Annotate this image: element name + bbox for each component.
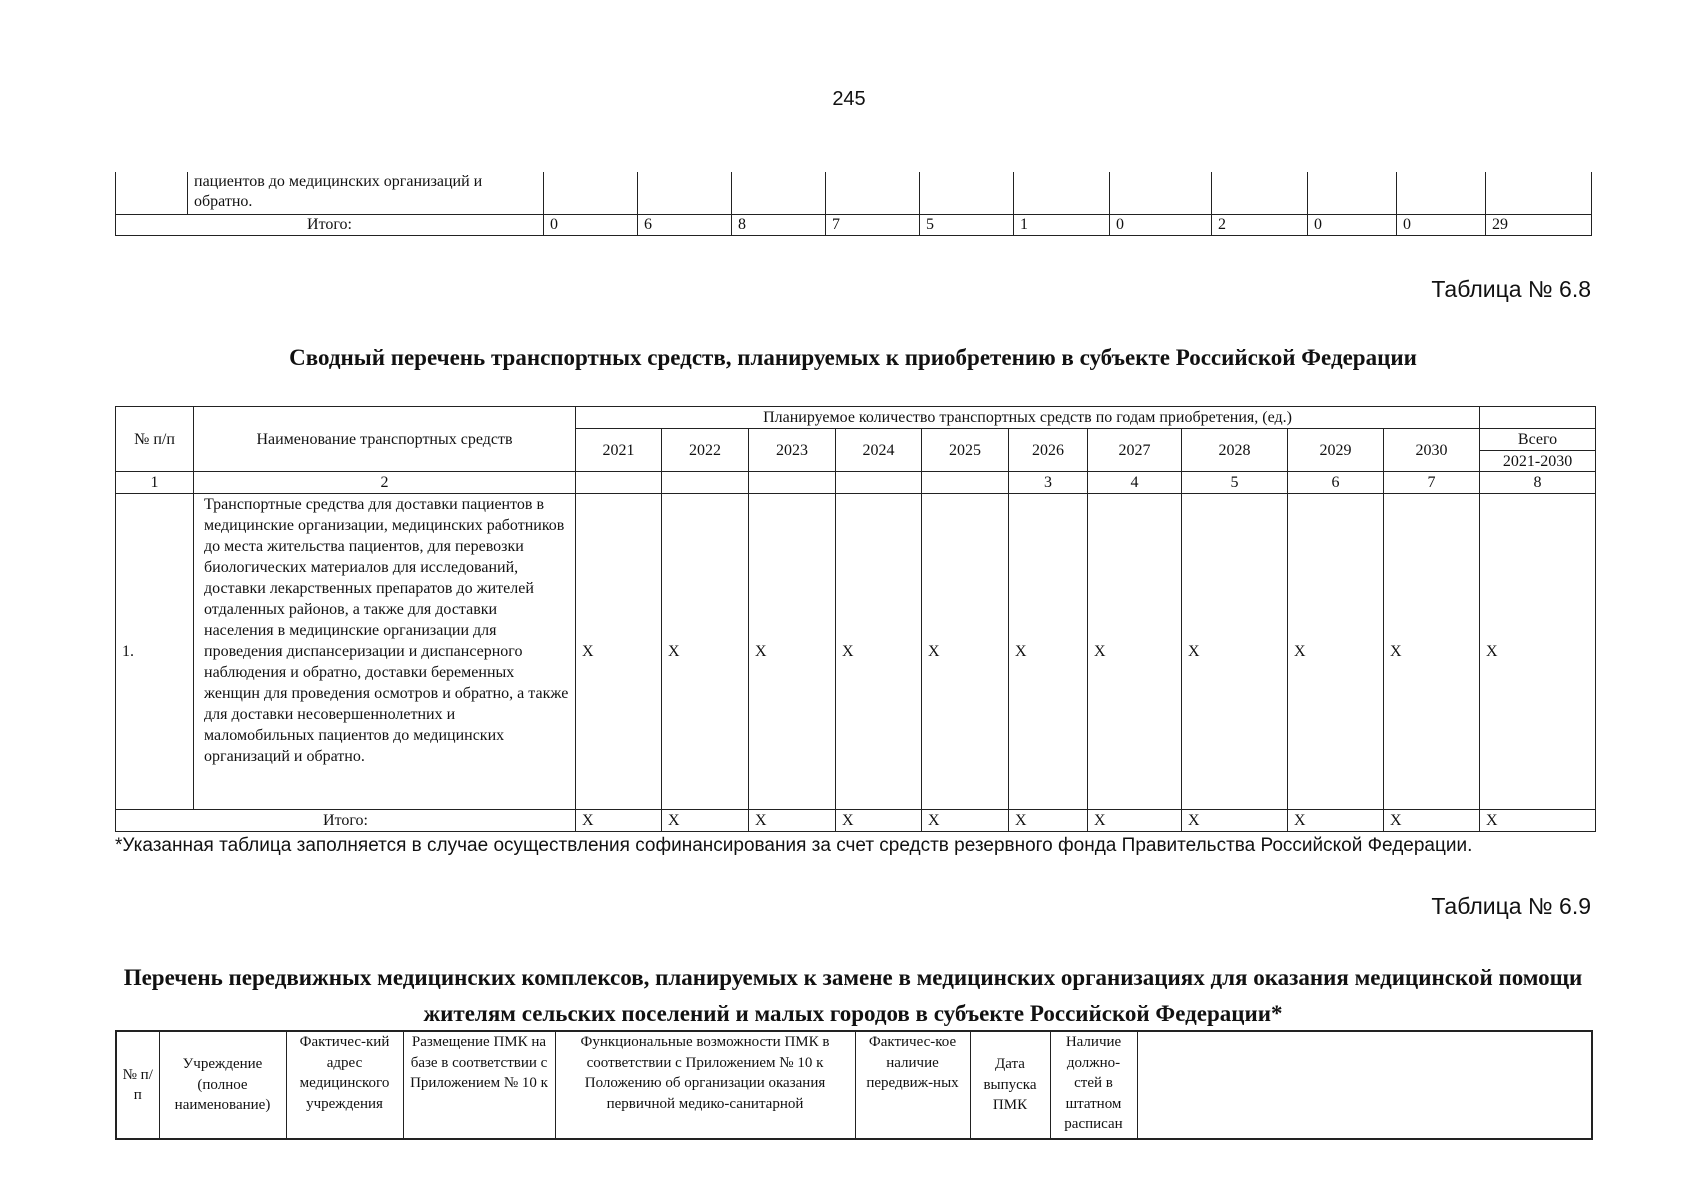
header-year: 2025 <box>922 429 1009 472</box>
row-cell: X <box>576 494 662 810</box>
table-row-total <box>116 215 1592 236</box>
total-cell: 8 <box>732 215 826 236</box>
header-year: 2029 <box>1288 429 1384 472</box>
total-cell: X <box>836 810 922 832</box>
row-name: Транспортные средства для доставки пациентов в медицинские организации, медицинских работников до места жительства пациентов, для перевозки биологических материалов для исследований, доставки лекарственных препаратов до жителей отдаленных районов, а также для доставки населения в медицинские организации для проведения диспансеризации и диспансерного наблюдения и обратно, доставки беременных женщин для проведения осмотров и обратно, а также для доставки несовершеннолетних и маломобильных пациентов до медицинских организаций и обратно. <box>194 494 576 810</box>
header-planned: Планируемое количество транспортных средств по годам приобретения, (ед.) <box>576 407 1480 429</box>
row-cell: X <box>1480 494 1596 810</box>
header-year: 2030 <box>1384 429 1480 472</box>
column-number: 5 <box>1182 472 1288 494</box>
total-cell: X <box>1182 810 1288 832</box>
table-header-row <box>116 407 1596 429</box>
total-cell: 1 <box>1014 215 1110 236</box>
header-institution: Учреждение (полное наименование) <box>159 1031 286 1139</box>
table-6-9 <box>115 1030 1593 1140</box>
column-number: 1 <box>116 472 194 494</box>
row-cell: X <box>1384 494 1480 810</box>
total-cell: X <box>662 810 749 832</box>
total-cell: 6 <box>638 215 732 236</box>
header-year: 2022 <box>662 429 749 472</box>
column-number: 4 <box>1088 472 1182 494</box>
total-label: Итого: <box>116 810 576 832</box>
column-number: 2 <box>194 472 576 494</box>
header-year: 2023 <box>749 429 836 472</box>
table-6-8 <box>115 406 1596 832</box>
header-staff: Наличие должно-стей в штатном расписан <box>1050 1031 1137 1139</box>
header-year: 2027 <box>1088 429 1182 472</box>
total-label: Итого: <box>116 215 544 236</box>
header-num: № п/п <box>116 1031 159 1139</box>
row-num: 1. <box>116 494 194 810</box>
row-cell: X <box>1088 494 1182 810</box>
total-cell: X <box>1009 810 1088 832</box>
total-cell: X <box>1480 810 1596 832</box>
column-numbers-row <box>116 472 1596 494</box>
header-date: Дата выпуска ПМК <box>970 1031 1050 1139</box>
total-cell: X <box>1384 810 1480 832</box>
header-year: 2026 <box>1009 429 1088 472</box>
table-title-6-9: Перечень передвижных медицинских комплексов, планируемых к замене в медицинских организациях для оказания медицинской помощи жителям сельских поселений и малых городов в субъекте Российской Федерации* <box>123 965 1583 1026</box>
header-functions: Функциональные возможности ПМК в соответствии с Приложением № 10 к Положению об организации оказания первичной медико-санитарной <box>555 1031 855 1139</box>
row-cell: X <box>1182 494 1288 810</box>
total-cell: 2 <box>1212 215 1308 236</box>
table-row <box>116 494 1596 810</box>
continuation-text: пациентов до медицинских организаций и обратно. <box>188 172 544 215</box>
row-cell: X <box>749 494 836 810</box>
header-total-range: 2021-2030 <box>1502 453 1573 470</box>
header-total <box>1480 429 1596 472</box>
column-number: 8 <box>1480 472 1596 494</box>
total-cell: 0 <box>1308 215 1397 236</box>
row-cell: X <box>1288 494 1384 810</box>
table-caption-6-8: Таблица № 6.8 <box>1431 276 1591 302</box>
header-year: 2028 <box>1182 429 1288 472</box>
total-cell: X <box>922 810 1009 832</box>
total-cell: X <box>1088 810 1182 832</box>
previous-table-continuation <box>115 172 1592 236</box>
footnote: *Указанная таблица заполняется в случае осуществления софинансирования за счет средств резервного фонда Правительства Российской Федерации. <box>115 835 1473 856</box>
total-cell: 5 <box>920 215 1014 236</box>
row-cell: X <box>1009 494 1088 810</box>
header-year: 2021 <box>576 429 662 472</box>
row-cell: X <box>836 494 922 810</box>
table-title-6-8: Сводный перечень транспортных средств, планируемых к приобретению в субъекте Российской Федерации <box>289 345 1417 370</box>
page-number: 245 <box>832 88 866 110</box>
header-year: 2024 <box>836 429 922 472</box>
table-row-total <box>116 810 1596 832</box>
column-number: 6 <box>1288 472 1384 494</box>
header-address: Фактичес-кий адрес медицинского учреждения <box>286 1031 403 1139</box>
column-number: 7 <box>1384 472 1480 494</box>
row-cell: X <box>922 494 1009 810</box>
header-placement: Размещение ПМК на базе в соответствии с Приложением № 10 к <box>403 1031 555 1139</box>
total-cell: 0 <box>1110 215 1212 236</box>
total-cell: X <box>1288 810 1384 832</box>
table-caption-6-9: Таблица № 6.9 <box>1431 893 1591 919</box>
total-cell: 7 <box>826 215 920 236</box>
header-name: Наименование транспортных средств <box>194 407 576 472</box>
total-cell: 0 <box>544 215 638 236</box>
header-actual: Фактичес-кое наличие передвиж-ных <box>855 1031 970 1139</box>
header-num: № п/п <box>116 407 194 472</box>
total-cell: X <box>576 810 662 832</box>
header-total-label: Всего <box>1480 429 1595 451</box>
table-row <box>116 172 1592 215</box>
table-header-row <box>116 1031 1592 1139</box>
total-cell: 29 <box>1486 215 1592 236</box>
row-cell: X <box>662 494 749 810</box>
column-number: 3 <box>1009 472 1088 494</box>
total-cell: X <box>749 810 836 832</box>
total-cell: 0 <box>1397 215 1486 236</box>
